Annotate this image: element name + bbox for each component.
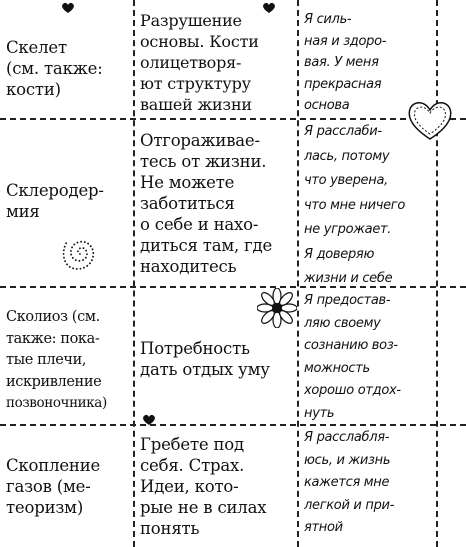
- affirmation-line: что мне ничего: [304, 197, 405, 213]
- affirmation-line: не угрожает.: [304, 222, 392, 237]
- cause-line: Не можете: [140, 173, 235, 192]
- disease-line: искривление: [6, 373, 102, 390]
- cause-line: вашей жизни: [140, 95, 252, 114]
- disease-line: газов (ме-: [6, 477, 91, 496]
- affirmation-line: Я расслаби-: [304, 124, 382, 139]
- affirmation-line: что уверена,: [304, 173, 388, 188]
- disease-line: Скопление: [6, 456, 101, 475]
- cause-line: понять: [140, 519, 200, 538]
- heart-icon: [61, 2, 75, 14]
- cause-line: тесь от жизни.: [140, 152, 267, 171]
- column-divider: [436, 0, 438, 547]
- affirmation-line: сознанию воз-: [304, 338, 398, 353]
- affirmation-line: жизни и себе: [304, 271, 393, 286]
- outline-heart-icon: [405, 98, 455, 142]
- disease-line: теоризм): [6, 498, 84, 517]
- disease-line: кости): [6, 80, 61, 99]
- disease-line: Склеродер-: [6, 181, 104, 200]
- affirmation-line: ятной: [304, 520, 343, 535]
- column-divider: [297, 0, 299, 547]
- heart-icon: [262, 2, 276, 14]
- cause-line: ют структуру: [140, 74, 251, 93]
- affirmation-cell: [304, 427, 430, 540]
- affirmation-line: Я предостав-: [304, 293, 391, 308]
- cause-cell: [140, 338, 292, 380]
- affirmation-line: прекрасная: [304, 76, 382, 92]
- disease-cell: [6, 307, 130, 415]
- cause-line: о себе и нахо-: [140, 215, 259, 234]
- disease-line: (см. также:: [6, 59, 103, 78]
- affirmation-cell: [304, 120, 430, 292]
- cause-line: Гребете под: [140, 435, 244, 454]
- affirmation-line: юсь, и жизнь: [304, 452, 391, 468]
- disease-line: также: пока-: [6, 330, 100, 347]
- affirmation-line: можность: [304, 360, 370, 376]
- affirmation-line: основа: [304, 98, 350, 113]
- cause-line: Разрушение: [140, 11, 242, 30]
- disease-cell: [6, 455, 130, 518]
- cause-line: Потребность: [140, 339, 250, 358]
- cause-cell: [140, 434, 292, 539]
- cause-line: дать отдых уму: [140, 360, 270, 379]
- disease-line: мия: [6, 202, 40, 221]
- cause-line: находитесь: [140, 257, 237, 276]
- cause-line: заботиться: [140, 194, 235, 213]
- affirmation-line: вая. У меня: [304, 55, 379, 70]
- heart-icon: [142, 414, 156, 426]
- cause-line: Идеи, кото-: [140, 477, 239, 496]
- affirmation-line: кажется мне: [304, 475, 390, 490]
- affirmation-line: лась, потому: [304, 148, 390, 164]
- affirmation-cell: [304, 290, 430, 425]
- affirmation-line: Я расслабля-: [304, 430, 390, 445]
- cause-line: диться там, где: [140, 236, 273, 255]
- affirmation-line: ляю своему: [304, 315, 381, 331]
- cause-line: себя. Страх.: [140, 456, 245, 475]
- cause-line: олицетворя-: [140, 53, 242, 72]
- affirmation-line: ная и здоро-: [304, 33, 387, 49]
- cause-cell: [140, 130, 292, 277]
- dotted-spiral-icon: [54, 227, 106, 279]
- affirmation-line: Я доверяю: [304, 246, 375, 262]
- disease-cell: [6, 180, 130, 222]
- affirmation-line: хорошо отдох-: [304, 383, 401, 398]
- disease-line: тые плечи,: [6, 352, 87, 368]
- cause-line: рые не в силах: [140, 498, 267, 517]
- cause-line: основы. Кости: [140, 32, 259, 51]
- cause-cell: [140, 10, 292, 115]
- affirmation-line: Я силь-: [304, 12, 352, 27]
- disease-line: Скелет: [6, 38, 67, 57]
- disease-line: позвоночника): [6, 395, 107, 411]
- affirmation-line: нуть: [304, 405, 335, 421]
- cause-line: Отгораживае-: [140, 131, 260, 150]
- column-divider: [133, 0, 135, 547]
- affirmation-line: легкой и при-: [304, 497, 395, 513]
- flower-icon: [257, 288, 297, 328]
- disease-line: Сколиоз (см.: [6, 309, 100, 325]
- disease-cell: [6, 37, 130, 100]
